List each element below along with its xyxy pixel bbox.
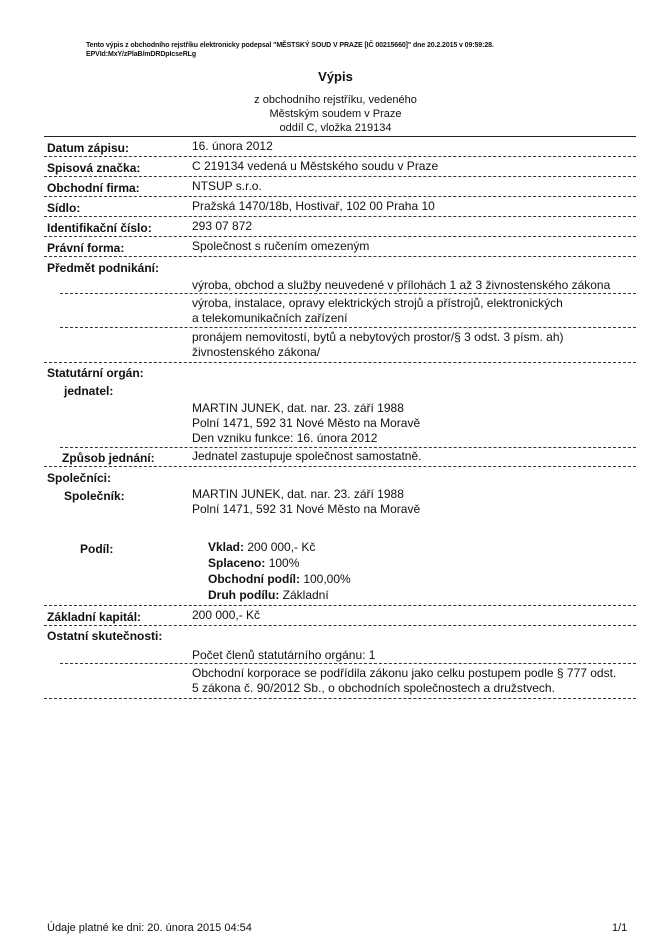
jednatel-label: jednatel: [64,384,114,398]
kapital-value: 200 000,- Kč [192,608,261,622]
row-divider [44,466,636,467]
jednatel-line: Den vzniku funkce: 16. února 2012 [192,431,378,445]
zpusob-label: Způsob jednání: [62,451,155,465]
spolecnik-label: Společník: [64,489,125,503]
signature-line: Tento výpis z obchodního rejstříku elektronicky podepsal "MĚSTSKÝ SOUD V PRAZE [IČ 00215660]" dne 20.2.2015 v 09:59:28. [86,42,494,49]
row-divider [60,663,636,664]
page-number: 1/1 [612,922,628,934]
subtitle-line-3: oddíl C, vložka 219134 [279,122,392,134]
predmet-item-cont: a telekomunikačních zařízení [192,311,348,325]
document-title: Výpis [318,69,353,84]
podil-value: 200 000,- Kč [244,540,316,554]
sidlo-label: Sídlo: [47,201,81,215]
ostatni-item: Počet členů statutárního orgánu: 1 [192,648,376,662]
forma-label: Právní forma: [47,241,125,255]
subtitle-line-2: Městským soudem v Praze [269,108,402,120]
statutarni-label: Statutární orgán: [47,366,144,380]
podil-key: Splaceno: [208,556,266,570]
row-divider [60,447,636,448]
row-divider [44,605,636,606]
podil-key: Druh podílu: [208,588,280,602]
top-rule [44,136,636,137]
row-divider [44,176,636,177]
row-divider [44,362,636,363]
podil-value: 100% [265,556,300,570]
ostatni-item: Obchodní korporace se podřídila zákonu jako celku postupem podle § 777 odst. [192,666,617,680]
row-divider [44,236,636,237]
podil-druh [208,588,329,603]
signature-note [86,41,494,59]
row-divider [44,216,636,217]
datum-value: 16. února 2012 [192,139,273,153]
sidlo-value: Pražská 1470/18b, Hostivař, 102 00 Praha 10 [192,199,435,213]
predmet-item-cont: živnostenského zákona/ [192,345,321,359]
spis-label: Spisová značka: [47,161,141,175]
podil-key: Vklad: [208,540,245,554]
bottom-rule [44,698,636,699]
row-divider [44,625,636,626]
kapital-label: Základní kapitál: [47,610,142,624]
spolecnik-line: MARTIN JUNEK, dat. nar. 23. září 1988 [192,487,404,501]
datum-label: Datum zápisu: [47,141,130,155]
podil-key: Obchodní podíl: [208,572,300,586]
row-divider [44,196,636,197]
predmet-item: výroba, instalace, opravy elektrických strojů a přístrojů, elektronických [192,296,563,310]
jednatel-line: MARTIN JUNEK, dat. nar. 23. září 1988 [192,401,404,415]
ostatni-label: Ostatní skutečnosti: [47,629,163,643]
row-divider [44,156,636,157]
spolecnici-label: Společníci: [47,471,112,485]
row-divider [44,256,636,257]
spis-value: C 219134 vedená u Městského soudu v Praze [192,159,439,173]
firma-value: NTSUP s.r.o. [192,179,262,193]
forma-value: Společnost s ručením omezeným [192,239,370,253]
row-divider [60,293,636,294]
validity-date: Údaje platné ke dni: 20. února 2015 04:54 [47,922,252,934]
zpusob-value: Jednatel zastupuje společnost samostatně. [192,449,422,463]
subtitle-line-1: z obchodního rejstříku, vedeného [254,94,417,106]
podil-value: Základní [279,588,329,602]
podil-splaceno [208,556,299,571]
ico-label: Identifikační číslo: [47,221,152,235]
predmet-item: výroba, obchod a služby neuvedené v přílohách 1 až 3 živnostenského zákona [192,278,611,292]
ico-value: 293 07 872 [192,219,253,233]
spolecnik-line: Polní 1471, 592 31 Nové Město na Moravě [192,502,421,516]
row-divider [60,327,636,328]
epv-id: EPVId:MxY/zPlaB/mDRDpIcseRLg [86,51,197,58]
jednatel-line: Polní 1471, 592 31 Nové Město na Moravě [192,416,421,430]
podil-label: Podíl: [80,542,114,556]
podil-obchodni [208,572,351,587]
predmet-label: Předmět podnikání: [47,261,160,275]
podil-value: 100,00% [299,572,351,586]
podil-vklad [208,540,315,555]
predmet-item: pronájem nemovitostí, bytů a nebytových prostor/§ 3 odst. 3 písm. ah) [192,330,564,344]
firma-label: Obchodní firma: [47,181,140,195]
ostatni-item-cont: 5 zákona č. 90/2012 Sb., o obchodních společnostech a družstvech. [192,681,555,695]
